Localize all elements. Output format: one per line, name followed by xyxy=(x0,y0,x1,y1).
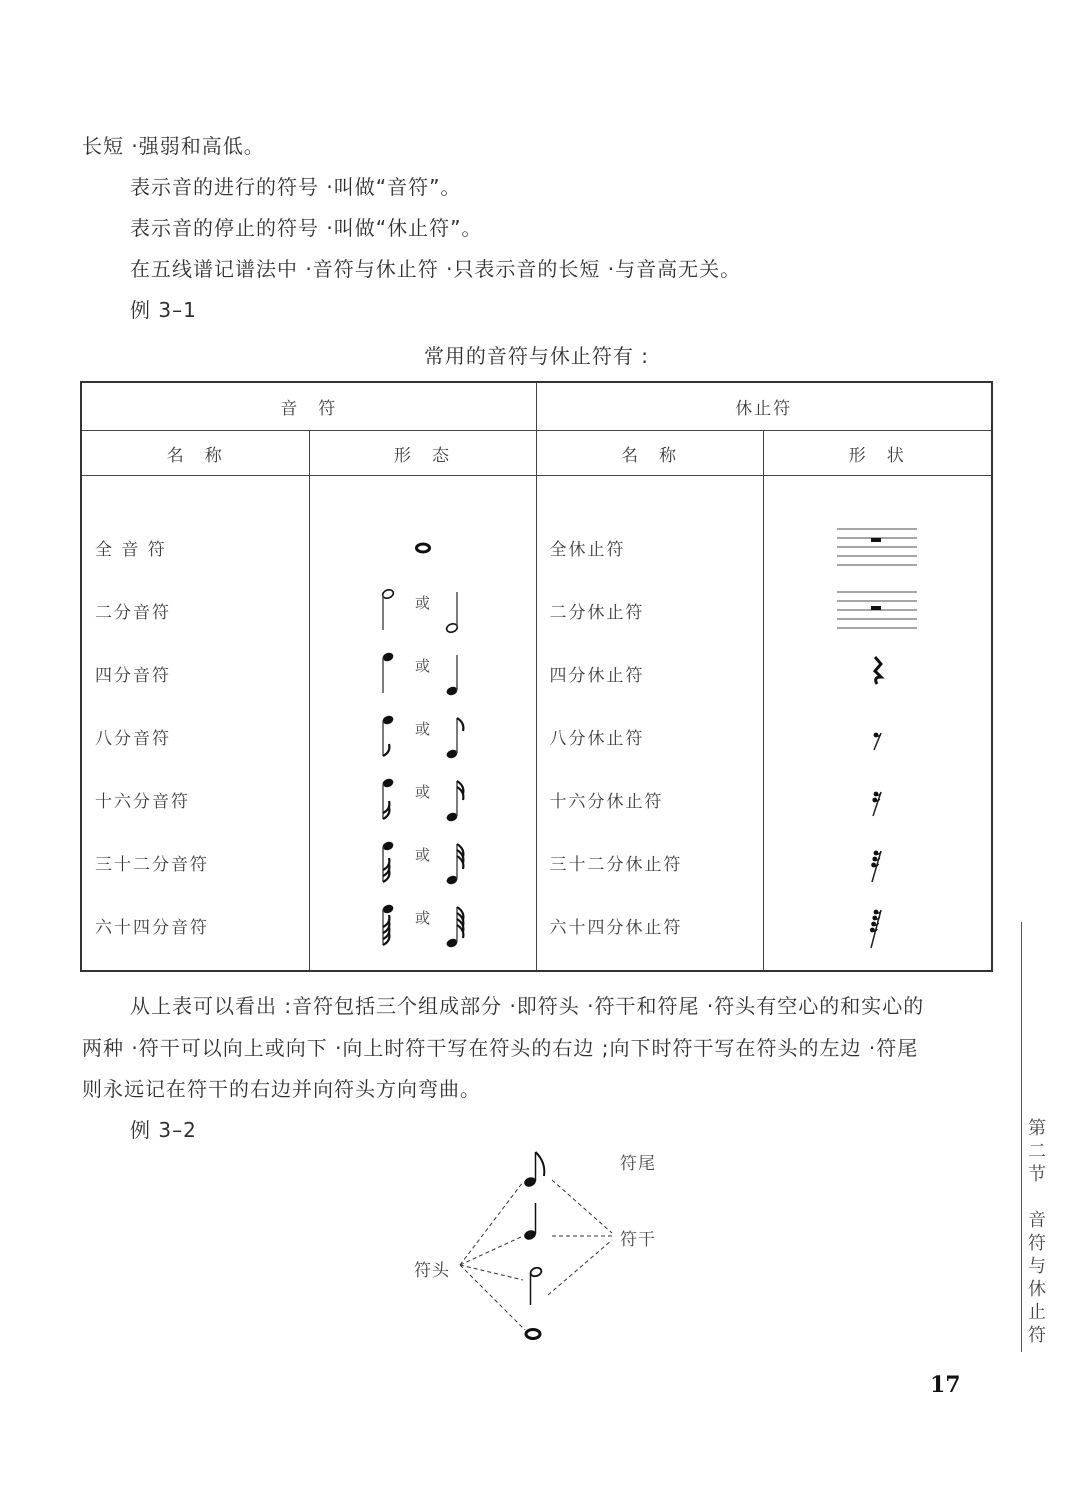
sixteenth-stem-up-icon xyxy=(442,775,468,825)
sidebar-char: 二 xyxy=(1028,1141,1046,1162)
eighth-stem-up-icon xyxy=(442,712,468,762)
quarter-stem-up-icon xyxy=(442,649,468,699)
or-label: 或 xyxy=(414,783,430,801)
sixtyfourth-stem-up-icon xyxy=(442,901,468,951)
whole-note-icon xyxy=(526,1330,540,1339)
or-label: 或 xyxy=(414,594,430,612)
rest-name: 八分休止符 xyxy=(549,729,645,749)
dashed-leader xyxy=(460,1265,523,1280)
example-label: 例 3–2 xyxy=(130,1118,197,1142)
note-form-thirtysecond xyxy=(310,831,536,894)
or-label: 或 xyxy=(414,846,430,864)
head-label: 符头 xyxy=(414,1261,450,1281)
dashed-leader xyxy=(552,1180,612,1233)
header-rests: 休止符 xyxy=(536,382,992,431)
or-label: 或 xyxy=(414,657,430,675)
note-form-sixtyfourth xyxy=(310,894,536,957)
example-label: 例 3–1 xyxy=(130,298,197,322)
paragraph-line: 长短 ·强弱和高低。 xyxy=(82,134,265,158)
rest-name: 六十四分休止符 xyxy=(549,918,683,938)
half-stem-down-icon xyxy=(377,586,403,636)
paragraph-line: 在五线谱记谱法中 ·音符与休止符 ·只表示音的长短 ·与音高无关。 xyxy=(130,257,742,281)
note-name: 四分音符 xyxy=(95,666,171,686)
rest-shape-eighth-rest xyxy=(764,705,992,768)
header-notes: 音 符 xyxy=(81,382,536,431)
column-header-name: 名 称 xyxy=(81,431,309,476)
rest-shape-quarter-rest xyxy=(764,642,992,705)
table-caption: 常用的音符与休止符有 : xyxy=(423,344,650,368)
note-names-column xyxy=(81,476,309,972)
note-form-sixteenth xyxy=(310,768,536,831)
quarter-stem-down-icon xyxy=(377,649,403,699)
note-name: 十六分音符 xyxy=(95,792,190,812)
rest-shape-thirtysecond-rest xyxy=(764,831,992,894)
note-form-eighth xyxy=(310,705,536,768)
sidebar-divider xyxy=(1021,922,1022,1352)
note-form-whole xyxy=(310,516,536,579)
dashed-leader xyxy=(548,1240,612,1295)
whole-note-icon xyxy=(413,541,433,555)
dashed-leader xyxy=(460,1182,523,1265)
sixteenth-rest-icon xyxy=(835,777,919,823)
eighth-note-icon xyxy=(523,1152,544,1188)
paragraph-line: 从上表可以看出 :音符包括三个组成部分 ·即符头 ·符干和符尾 ·符头有空心的和实心的 xyxy=(130,994,925,1018)
sidebar-char: 节 xyxy=(1028,1164,1046,1185)
dashed-leader xyxy=(460,1265,525,1330)
chapter-section-label xyxy=(1026,1117,1048,1347)
rest-name: 十六分休止符 xyxy=(549,792,664,812)
paragraph-line: 表示音的停止的符号 ·叫做“休止符”。 xyxy=(130,216,483,240)
paragraph-line: 表示音的进行的符号 ·叫做“音符”。 xyxy=(130,175,462,199)
thirtysecond-stem-up-icon xyxy=(442,838,468,888)
note-parts-diagram xyxy=(400,1140,700,1350)
sidebar-char: 音 xyxy=(1028,1210,1046,1231)
note-form-half xyxy=(310,579,536,642)
or-label: 或 xyxy=(414,720,430,738)
rest-shapes-column xyxy=(763,476,992,972)
note-name: 三十二分音符 xyxy=(95,855,209,875)
rest-name: 三十二分休止符 xyxy=(549,855,683,875)
sidebar-char: 休 xyxy=(1028,1279,1046,1300)
sixteenth-stem-down-icon xyxy=(377,775,403,825)
quarter-rest-icon xyxy=(835,651,919,697)
rest-shape-half-rest xyxy=(764,579,992,642)
rest-name: 二分休止符 xyxy=(549,603,645,623)
rest-names-column xyxy=(536,476,763,972)
stem-label: 符干 xyxy=(620,1230,656,1250)
eighth-rest-icon xyxy=(835,714,919,760)
half-note-icon xyxy=(529,1266,542,1305)
note-name: 六十四分音符 xyxy=(95,918,209,938)
whole-rest-icon xyxy=(835,525,919,571)
rest-name: 四分休止符 xyxy=(549,666,645,686)
rest-shape-sixtyfourth-rest xyxy=(764,894,992,957)
quarter-note-icon xyxy=(523,1203,537,1241)
thirtysecond-rest-icon xyxy=(835,840,919,886)
sidebar-char: 止 xyxy=(1028,1302,1046,1323)
page-number: 17 xyxy=(930,1372,961,1398)
eighth-stem-down-icon xyxy=(377,712,403,762)
sixtyfourth-rest-icon xyxy=(835,903,919,949)
column-header-shape: 形 状 xyxy=(763,431,992,476)
sidebar-char: 符 xyxy=(1028,1233,1046,1254)
note-name: 八分音符 xyxy=(95,729,171,749)
sixtyfourth-stem-down-icon xyxy=(377,901,403,951)
paragraph-line: 两种 ·符干可以向上或向下 ·向上时符干写在符头的右边 ;向下时符干写在符头的左边 ·符尾 xyxy=(82,1036,919,1060)
note-forms-column xyxy=(309,476,536,972)
sidebar-char: 与 xyxy=(1028,1256,1046,1277)
note-name: 二分音符 xyxy=(95,603,171,623)
notes-rests-table xyxy=(80,381,993,972)
half-stem-up-icon xyxy=(442,586,468,636)
tail-label: 符尾 xyxy=(620,1154,656,1174)
column-header-form: 形 态 xyxy=(309,431,536,476)
thirtysecond-stem-down-icon xyxy=(377,838,403,888)
column-header-name: 名 称 xyxy=(536,431,763,476)
note-form-quarter xyxy=(310,642,536,705)
half-rest-icon xyxy=(835,588,919,634)
sidebar-char: 第 xyxy=(1028,1118,1046,1139)
rest-shape-sixteenth-rest xyxy=(764,768,992,831)
paragraph-line: 则永远记在符干的右边并向符头方向弯曲。 xyxy=(82,1077,481,1101)
or-label: 或 xyxy=(414,909,430,927)
rest-shape-whole-rest xyxy=(764,516,992,579)
dashed-leader xyxy=(460,1236,523,1265)
sidebar-char: 符 xyxy=(1028,1325,1046,1346)
sidebar-char xyxy=(1026,1186,1048,1209)
rest-name: 全休止符 xyxy=(549,540,626,560)
note-name: 全 音 符 xyxy=(95,540,167,560)
